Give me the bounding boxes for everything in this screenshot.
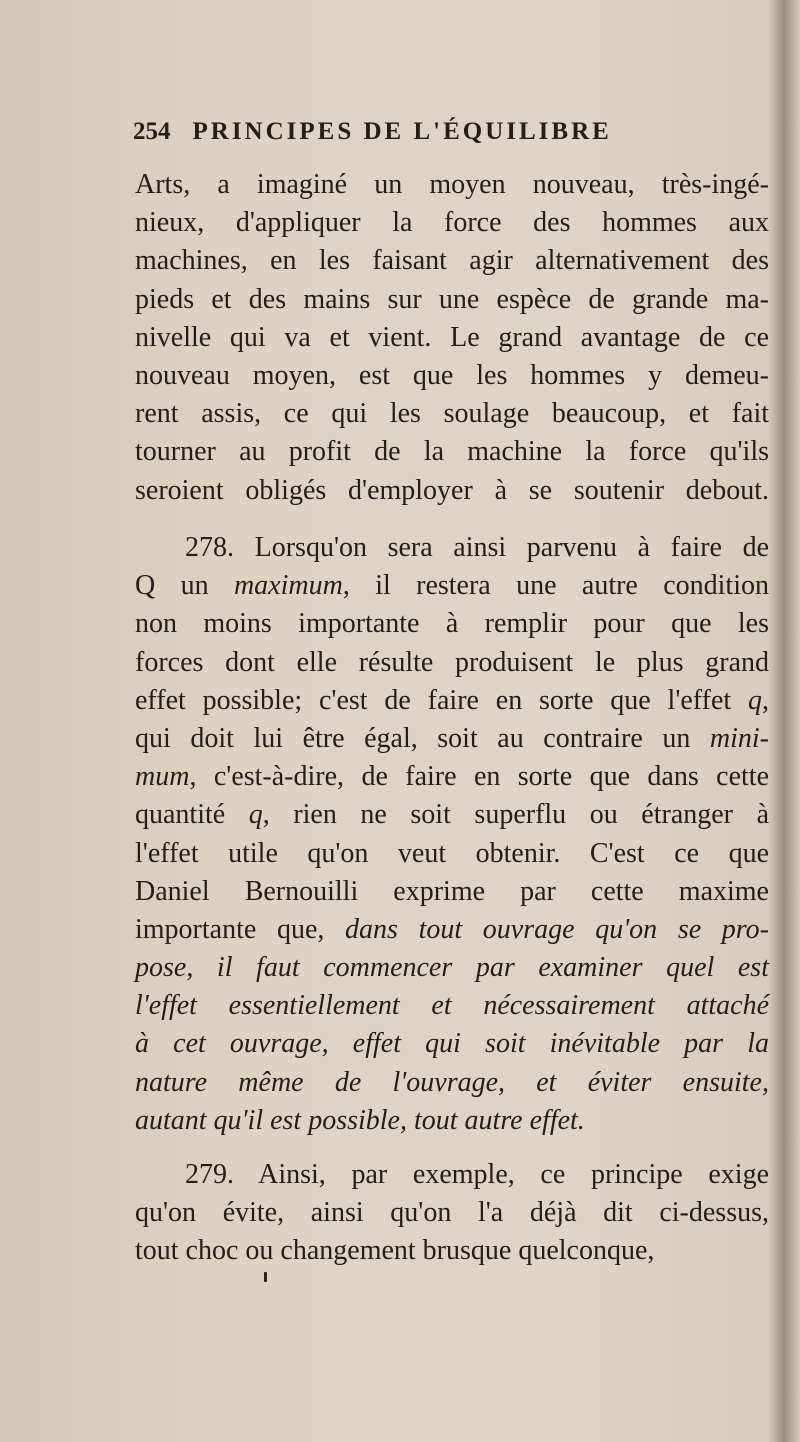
- text-line: [135, 644, 769, 682]
- text-line: [135, 357, 769, 395]
- italic-text: mum: [135, 761, 190, 793]
- italic-text: pose, il faut commencer par examiner quel est: [135, 952, 769, 984]
- text-line: [135, 319, 769, 357]
- italic-text: q: [748, 684, 762, 716]
- paragraph-278: [135, 529, 769, 1140]
- text-segment: non moins importante à remplir pour que les: [135, 608, 769, 640]
- italic-text: q: [248, 799, 263, 831]
- text-segment: effet possible; c'est de faire en sorte que l'effet: [135, 684, 748, 716]
- text-line: [135, 1102, 769, 1140]
- running-header: [133, 118, 612, 146]
- text-line: [135, 682, 769, 720]
- text-segment: pieds et des mains sur une espèce de grande ma-: [135, 283, 769, 315]
- text-line: [135, 911, 769, 949]
- text-segment: rent assis, ce qui les soulage beaucoup, et fait: [135, 398, 769, 430]
- text-segment: tourner au profit de la machine la force qu'ils: [135, 436, 769, 468]
- page-number: 254: [133, 118, 171, 145]
- text-segment: nieux, d'appliquer la force des hommes aux: [135, 207, 769, 239]
- italic-text: autant qu'il est possible, tout autre effet.: [135, 1104, 585, 1136]
- text-line: [135, 987, 769, 1025]
- italic-text: nature même de l'ouvrage, et éviter ensuite,: [135, 1066, 769, 1098]
- text-line: [135, 433, 769, 471]
- text-segment: qui doit lui être égal, soit au contraire un: [135, 722, 710, 754]
- text-line: [135, 949, 769, 987]
- text-line: [135, 166, 769, 204]
- italic-text: mini-: [709, 722, 769, 754]
- text-segment: , il restera une autre condition: [342, 570, 769, 602]
- text-line: [135, 472, 769, 510]
- text-line: [135, 796, 769, 834]
- text-segment: Arts, a imaginé un moyen nouveau, très-ingé-: [135, 169, 769, 200]
- text-line: [135, 395, 769, 433]
- text-segment: ,: [762, 684, 769, 716]
- text-segment: importante que,: [135, 913, 346, 945]
- text-line: [135, 529, 769, 567]
- text-line: [135, 873, 769, 911]
- text-segment: l'effet utile qu'on veut obtenir. C'est ce que: [135, 837, 769, 869]
- text-line: [135, 567, 769, 605]
- text-line: [135, 605, 769, 643]
- paragraph-279: [135, 1156, 769, 1271]
- text-line: [135, 242, 769, 280]
- italic-text: l'effet essentiellement et nécessairement attaché: [135, 990, 769, 1022]
- text-line: [135, 1156, 769, 1194]
- text-segment: qu'on évite, ainsi qu'on l'a déjà dit ci-dessus,: [135, 1197, 769, 1229]
- text-line: [135, 204, 769, 242]
- text-segment: quantité: [135, 799, 249, 831]
- ink-mark: [264, 1272, 267, 1282]
- text-segment: seroient obligés d'employer à se soutenir debout.: [135, 474, 769, 506]
- paragraph-continuation: [135, 166, 769, 510]
- text-segment: 278. Lorsqu'on sera ainsi parvenu à faire de: [185, 532, 769, 563]
- text-line: [135, 1064, 769, 1102]
- text-segment: forces dont elle résulte produisent le plus grand: [135, 646, 769, 678]
- text-line: [135, 1025, 769, 1063]
- text-segment: nouveau moyen, est que les hommes y demeu-: [135, 359, 769, 391]
- text-line: [135, 1194, 769, 1232]
- text-segment: Q un: [135, 570, 234, 602]
- italic-text: à cet ouvrage, effet qui soit inévitable par la: [135, 1028, 769, 1060]
- text-segment: nivelle qui va et vient. Le grand avantage de ce: [135, 321, 769, 353]
- text-segment: tout choc ou changement brusque quelconque,: [135, 1235, 655, 1267]
- running-title: PRINCIPES DE L'ÉQUILIBRE: [192, 118, 612, 145]
- text-line: [135, 1232, 769, 1270]
- text-line: [135, 720, 769, 758]
- text-line: [135, 758, 769, 796]
- text-segment: Daniel Bernouilli exprime par cette maxime: [135, 875, 769, 907]
- text-line: [135, 281, 769, 319]
- italic-text: maximum: [233, 570, 343, 602]
- text-segment: , rien ne soit superflu ou étranger à: [262, 799, 769, 831]
- text-line: [135, 835, 769, 873]
- italic-text: dans tout ouvrage qu'on se pro-: [345, 913, 769, 945]
- text-segment: , c'est-à-dire, de faire en sorte que dans cette: [189, 761, 769, 793]
- text-segment: 279. Ainsi, par exemple, ce principe exige: [185, 1159, 769, 1190]
- text-segment: machines, en les faisant agir alternativement des: [135, 245, 769, 277]
